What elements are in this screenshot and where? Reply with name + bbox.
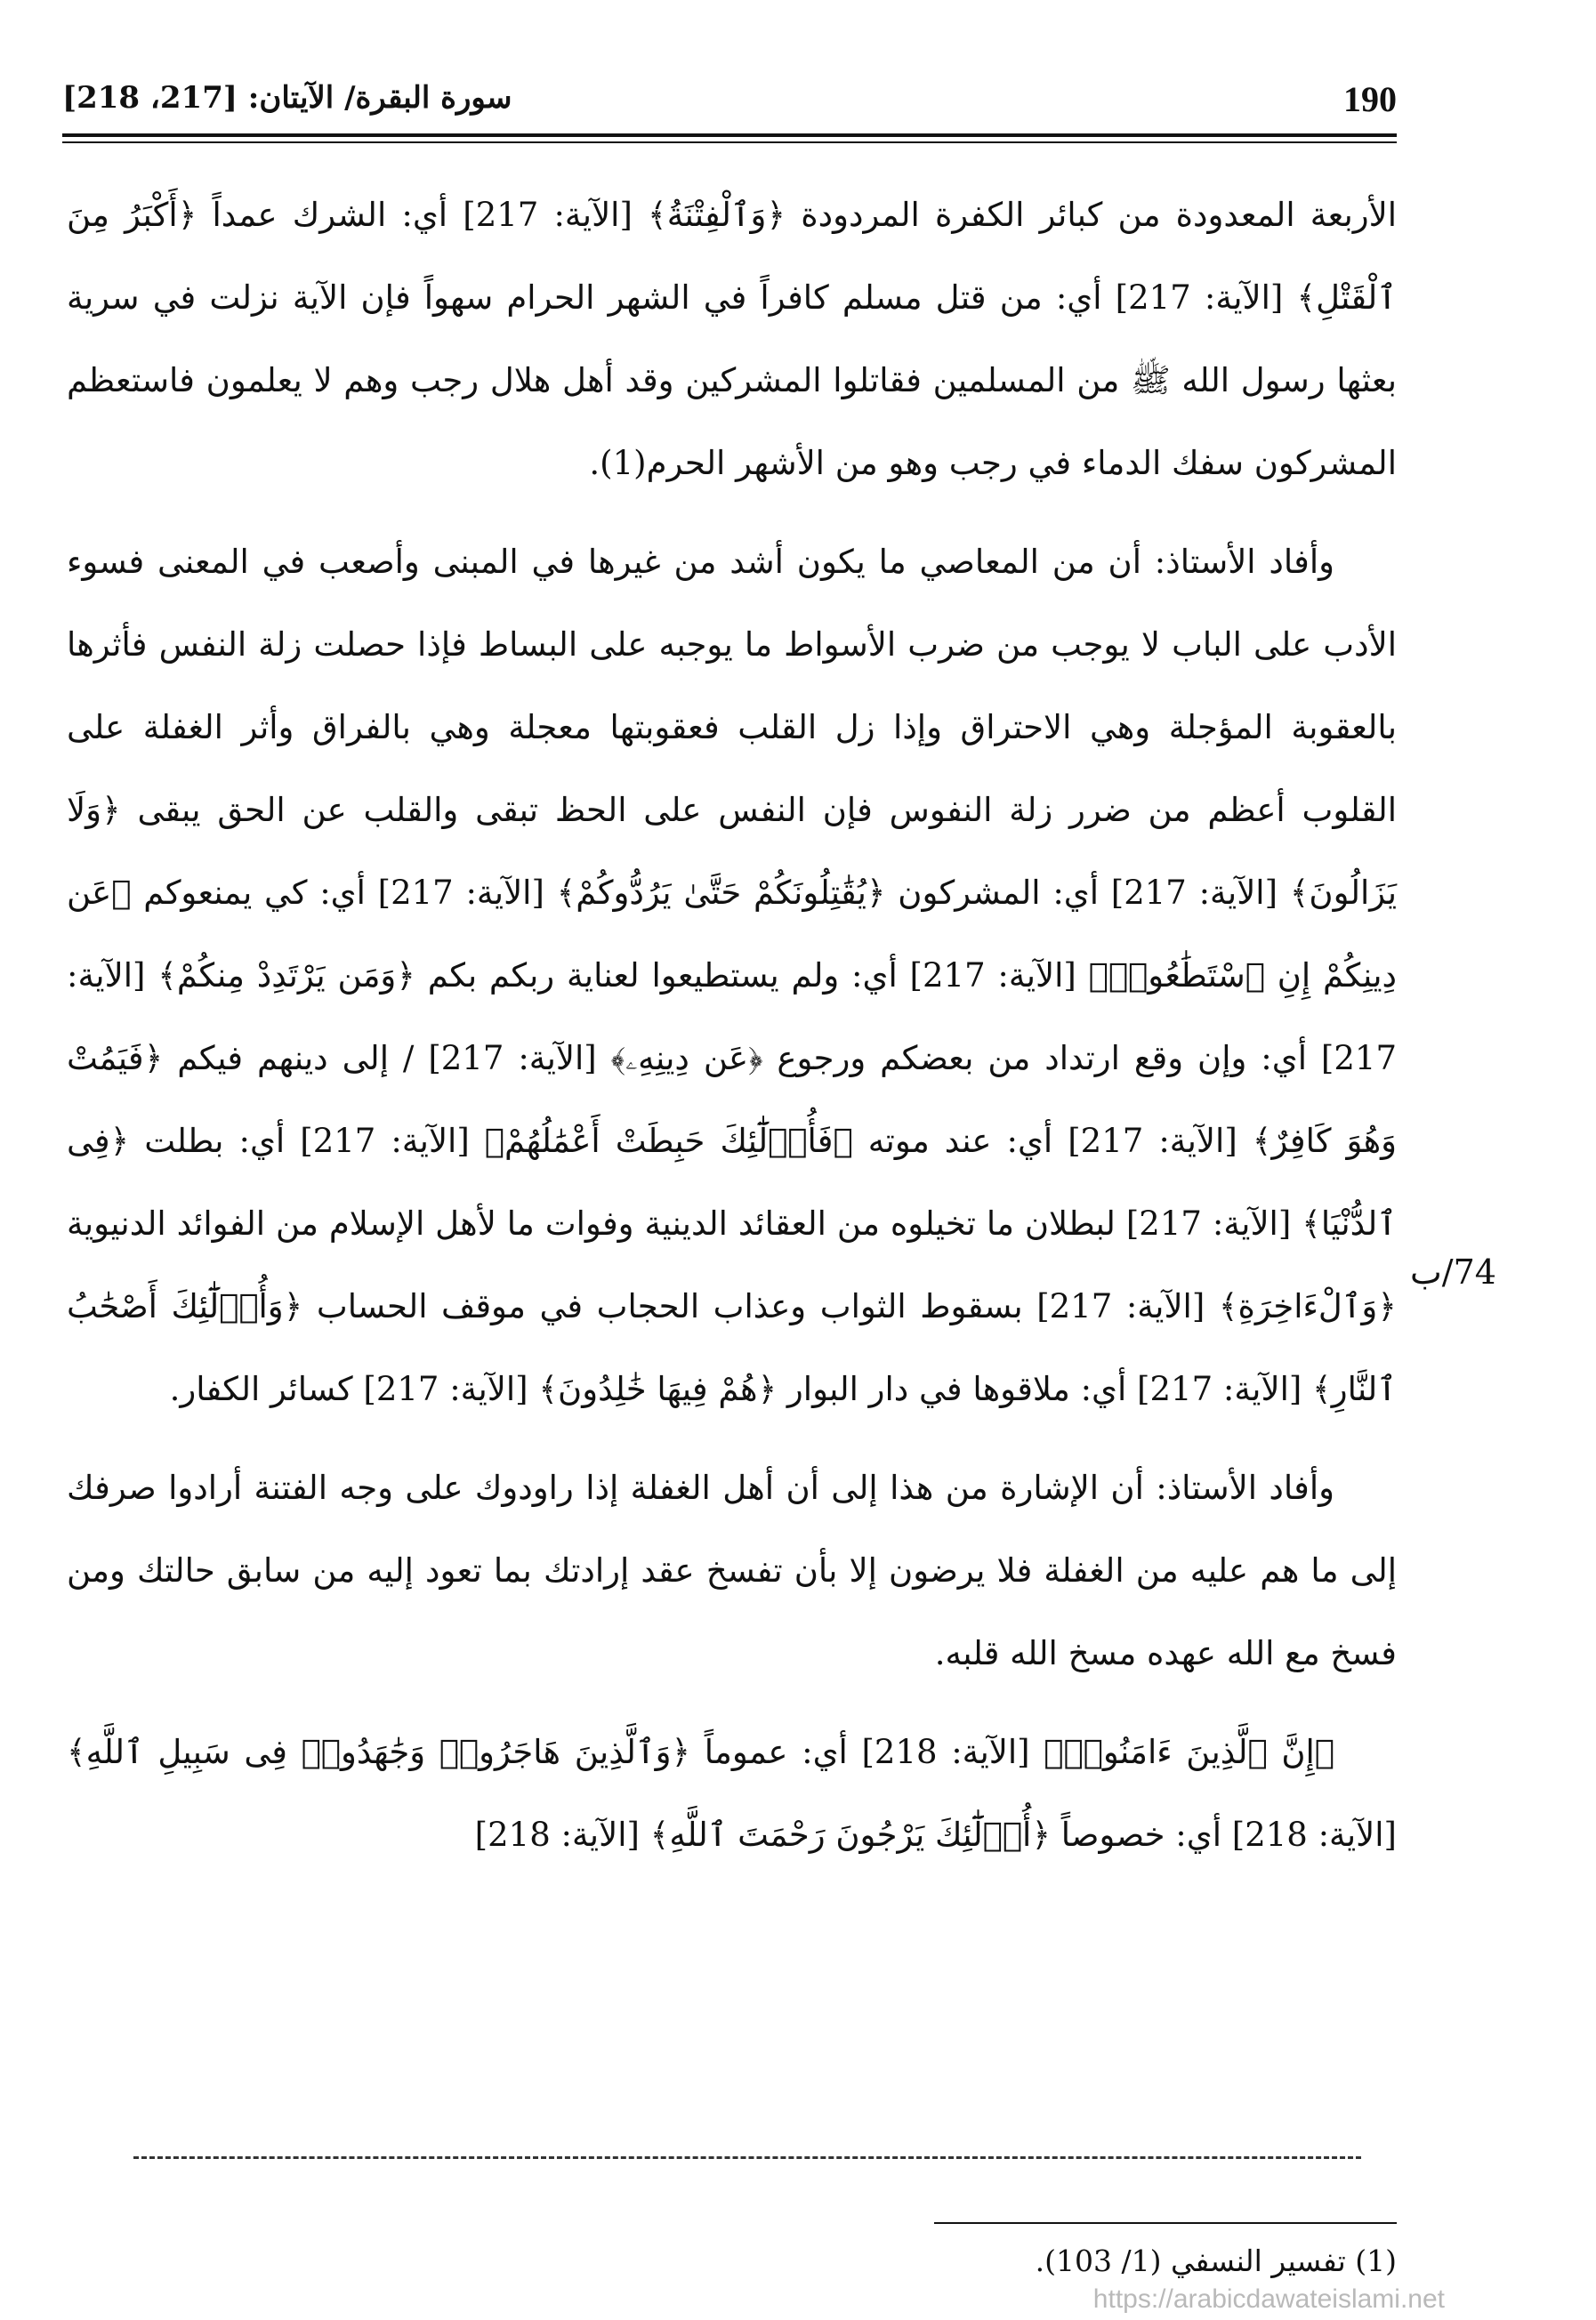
paragraph-1: الأربعة المعدودة من كبائر الكفرة المردودة ﴿وَٱلْفِتْنَةُ﴾ [الآية: 217] أي: الشرك عمداً ﴿أَكْبَرُ مِنَ ٱلْقَتْلِ﴾ [الآية: 217] أي: من قتل مسلم كافراً في الشهر الحرام سهواً فإن الآية نزلت في سرية بعثها رسول الله ﷺ من المسلمين فقاتلوا المشركين وقد أهل هلال رجب وهم لا يعلمون فاستعظم المشركون سفك الدماء في رجب وهو من الأشهر الحرم(1). bbox=[67, 196, 1397, 482]
paragraph-2: وأفاد الأستاذ: أن من المعاصي ما يكون أشد من غيرها في المبنى وأصعب في المعنى فسوء الأدب على الباب لا يوجب من ضرب الأسواط ما يوجبه على البساط فإذا حصلت زلة النفس فأثرها بالعقوبة المؤجلة وهي الاحتراق وإذا زل القلب فعقوبتها معجلة وهي بالفراق وأثر الغفلة على القلوب أعظم من ضرر زلة النفوس فإن النفس على الحظ تبقى والقلب عن الحق يبقى ﴿وَلَا يَزَالُونَ﴾ [الآية: 217] أي: المشركون ﴿يُقَٰتِلُونَكُمْ حَتَّىٰ يَرُدُّوكُمْ﴾ [الآية: 217] أي: كي يمنعوكم ﴿عَن دِينِكُمْ إِنِ ٱسْتَطَٰعُوا۟﴾ [الآية: 217] أي: ولم يستطيعوا لعناية ربكم بكم ﴿وَمَن يَرْتَدِدْ مِنكُمْ﴾ [الآية: 217] أي: وإن وقع ارتداد من بعضكم ورجوع ﴿عَن دِينِهِۦ﴾ [الآية: 217] / إلى دينهم فيكم ﴿فَيَمُتْ وَهُوَ كَافِرٌ﴾ [الآية: 217] أي: عند موته ﴿فَأُو۟لَٰٓئِكَ حَبِطَتْ أَعْمَٰلُهُمْ﴾ [الآية: 217] أي: بطلت ﴿فِى ٱلدُّنْيَا﴾ [الآية: 217] لبطلان ما تخيلوه من العقائد الدينية وفوات ما لأهل الإسلام من الفوائد الدنيوية ﴿وَٱلْءَاخِرَةِ﴾ [الآية: 217] بسقوط الثواب وعذاب الحجاب في موقف الحساب ﴿وَأُو۟لَٰٓئِكَ أَصْحَٰبُ ٱلنَّارِ﴾ [الآية: 217] أي: ملاقوها في دار البوار ﴿هُمْ فِيهَا خَٰلِدُونَ﴾ [الآية: 217] كسائر الكفار. bbox=[67, 543, 1397, 1408]
page-number: 190 bbox=[1343, 79, 1397, 119]
footnote: (1) تفسير النسفي (1/ 103). bbox=[1035, 2243, 1397, 2278]
paragraph-3: وأفاد الأستاذ: أن الإشارة من هذا إلى أن أهل الغفلة إذا راودوك على وجه الفتنة أرادوا صرفك إلى ما هم عليه من الغفلة فلا يرضون إلا بأن تفسخ عقد إرادتك بما تعود إليه من سابق حالتك ومن فسخ مع الله عهده مسخ الله قلبه. bbox=[67, 1469, 1397, 1672]
continuation-dashes bbox=[133, 2156, 1361, 2163]
watermark: https://arabicdawateislami.net bbox=[1092, 2284, 1445, 2314]
header-rule-thick bbox=[62, 133, 1397, 137]
manuscript-folio-marker: 74/ب bbox=[1410, 1253, 1496, 1292]
main-text bbox=[67, 173, 1397, 1892]
paragraph-4: ﴿إِنَّ ٱلَّذِينَ ءَامَنُوا۟﴾ [الآية: 218] أي: عموماً ﴿وَٱلَّذِينَ هَاجَرُوا۟ وَجَٰهَدُوا۟ فِى سَبِيلِ ٱللَّهِ﴾ [الآية: 218] أي: خصوصاً ﴿أُو۟لَٰٓئِكَ يَرْجُونَ رَحْمَتَ ٱللَّهِ﴾ [الآية: 218] bbox=[67, 1733, 1397, 1854]
page-header bbox=[62, 78, 1397, 132]
footnote-rule bbox=[934, 2222, 1397, 2224]
running-title: سورة البقرة/ الآيتان: [217، 218] bbox=[62, 80, 512, 116]
header-rule-thin bbox=[62, 141, 1397, 143]
